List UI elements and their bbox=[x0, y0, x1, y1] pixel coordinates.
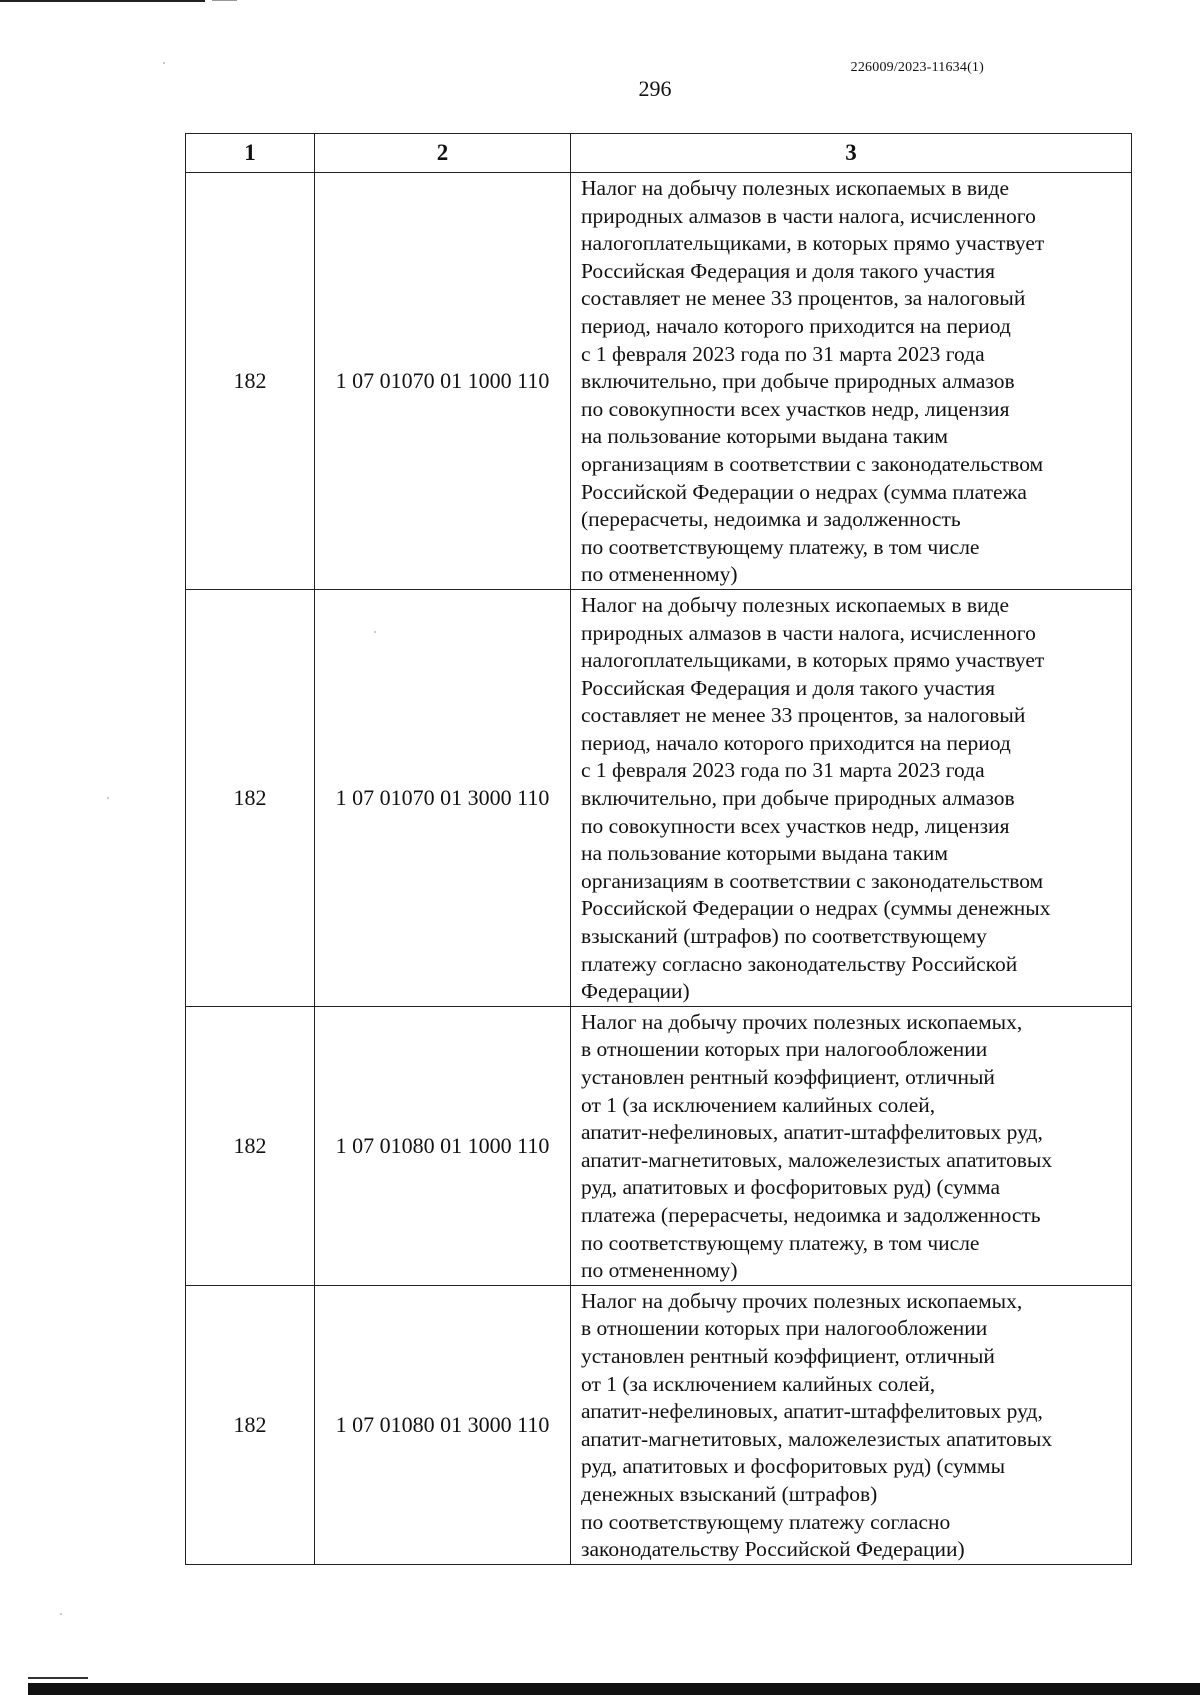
description-line: платежу согласно законодательству Российской bbox=[581, 951, 1018, 976]
table-row bbox=[186, 1285, 1132, 1564]
admin-code-cell: 182 bbox=[186, 1006, 315, 1285]
description-line: с 1 февраля 2023 года по 31 марта 2023 года bbox=[581, 758, 985, 783]
description-line: составляет не менее 33 процентов, за налоговый bbox=[581, 703, 1026, 728]
description-line: денежных взысканий (штрафов) bbox=[581, 1481, 878, 1506]
scan-edge-bar bbox=[28, 1683, 1200, 1695]
description-line: на пользование которыми выдана таким bbox=[581, 424, 949, 449]
description-line: Российской Федерации о недрах (сумма платежа bbox=[581, 479, 1027, 504]
description-cell bbox=[571, 589, 1132, 1006]
description-line: апатит-нефелиновых, апатит-штаффелитовых руд, bbox=[581, 1399, 1043, 1424]
description-line: Налог на добычу полезных ископаемых в виде bbox=[581, 176, 1010, 200]
admin-code-cell: 182 bbox=[186, 1285, 315, 1564]
column-header: 2 bbox=[315, 134, 571, 173]
description-line: в отношении которых при налогообложении bbox=[581, 1037, 988, 1062]
kbk-code-cell: 1 07 01070 01 3000 110 bbox=[315, 589, 571, 1006]
description-line: Российской Федерации о недрах (суммы денежных bbox=[581, 896, 1051, 921]
description-line: включительно, при добыче природных алмазов bbox=[581, 786, 1015, 811]
document-id: 226009/2023-11634(1) bbox=[850, 60, 984, 75]
table-header-row bbox=[186, 134, 1132, 173]
description-line: апатит-нефелиновых, апатит-штаффелитовых руд, bbox=[581, 1120, 1043, 1145]
description-line: взысканий (штрафов) по соответствующему bbox=[581, 924, 987, 949]
scan-speck bbox=[163, 62, 165, 64]
description-line: Российская Федерация и доля такого участия bbox=[581, 258, 996, 283]
description-line: период, начало которого приходится на период bbox=[581, 313, 1011, 338]
description-cell bbox=[571, 173, 1132, 590]
description-line: руд, апатитовых и фосфоритовых руд) (сумма bbox=[581, 1175, 1001, 1200]
description-line: платежа (перерасчеты, недоимка и задолженность bbox=[581, 1202, 1041, 1227]
description-line: включительно, при добыче природных алмазов bbox=[581, 369, 1015, 394]
table-row bbox=[186, 589, 1132, 1006]
description-line: от 1 (за исключением калийных солей, bbox=[581, 1092, 936, 1117]
admin-code-cell: 182 bbox=[186, 173, 315, 590]
column-header: 1 bbox=[186, 134, 315, 173]
description-line: на пользование которыми выдана таким bbox=[581, 841, 949, 866]
page-number: 296 bbox=[638, 76, 672, 101]
description-line: природных алмазов в части налога, исчисленного bbox=[581, 203, 1036, 228]
description-line: установлен рентный коэффициент, отличный bbox=[581, 1065, 995, 1089]
table-row bbox=[186, 1006, 1132, 1285]
description-line: налогоплательщиками, в которых прямо участвует bbox=[581, 231, 1045, 256]
kbk-code-cell: 1 07 01080 01 1000 110 bbox=[315, 1006, 571, 1285]
description-line: Российская Федерация и доля такого участия bbox=[581, 675, 996, 700]
scan-edge-line bbox=[212, 0, 237, 1]
description-line: апатит-магнетитовых, маложелезистых апатитовых bbox=[581, 1147, 1053, 1172]
scan-edge-line bbox=[28, 1677, 88, 1679]
description-line: Налог на добычу прочих полезных ископаемых, bbox=[581, 1288, 1023, 1313]
scan-speck bbox=[60, 1613, 62, 1615]
scan-speck bbox=[374, 631, 376, 633]
description-line: Федерации) bbox=[581, 979, 690, 1004]
column-header: 3 bbox=[571, 134, 1132, 173]
scan-edge-line bbox=[0, 0, 205, 2]
description-line: организациям в соответствии с законодательством bbox=[581, 868, 1044, 893]
description-cell bbox=[571, 1006, 1132, 1285]
kbk-table bbox=[185, 133, 1132, 1565]
description-line: период, начало которого приходится на период bbox=[581, 730, 1011, 755]
description-line: природных алмазов в части налога, исчисленного bbox=[581, 620, 1036, 645]
description-cell bbox=[571, 1285, 1132, 1564]
description-line: налогоплательщиками, в которых прямо участвует bbox=[581, 648, 1045, 673]
description-line: руд, апатитовых и фосфоритовых руд) (суммы bbox=[581, 1454, 1006, 1479]
description-line: апатит-магнетитовых, маложелезистых апатитовых bbox=[581, 1426, 1053, 1451]
description-line: по совокупности всех участков недр, лицензия bbox=[581, 813, 1010, 838]
kbk-code-cell: 1 07 01070 01 1000 110 bbox=[315, 173, 571, 590]
admin-code-cell: 182 bbox=[186, 589, 315, 1006]
description-line: по отмененному) bbox=[581, 1258, 738, 1283]
description-line: по совокупности всех участков недр, лицензия bbox=[581, 396, 1010, 421]
description-line: по соответствующему платежу согласно bbox=[581, 1509, 951, 1534]
description-line: с 1 февраля 2023 года по 31 марта 2023 года bbox=[581, 341, 985, 366]
description-line: по соответствующему платежу, в том числе bbox=[581, 534, 980, 559]
description-line: составляет не менее 33 процентов, за налоговый bbox=[581, 286, 1026, 311]
kbk-code-cell: 1 07 01080 01 3000 110 bbox=[315, 1285, 571, 1564]
description-line: организациям в соответствии с законодательством bbox=[581, 451, 1044, 476]
description-line: от 1 (за исключением калийных солей, bbox=[581, 1371, 936, 1396]
description-line: Налог на добычу прочих полезных ископаемых, bbox=[581, 1009, 1023, 1034]
description-line: Налог на добычу полезных ископаемых в виде bbox=[581, 592, 1010, 617]
table-row bbox=[186, 173, 1132, 590]
description-line: по отмененному) bbox=[581, 562, 738, 587]
description-line: (перерасчеты, недоимка и задолженность bbox=[581, 507, 961, 532]
description-line: установлен рентный коэффициент, отличный bbox=[581, 1343, 995, 1368]
description-line: законодательству Российской Федерации) bbox=[581, 1537, 965, 1562]
description-line: по соответствующему платежу, в том числе bbox=[581, 1230, 980, 1255]
description-line: в отношении которых при налогообложении bbox=[581, 1316, 988, 1341]
table-body bbox=[186, 173, 1132, 1565]
scan-speck bbox=[107, 797, 109, 799]
